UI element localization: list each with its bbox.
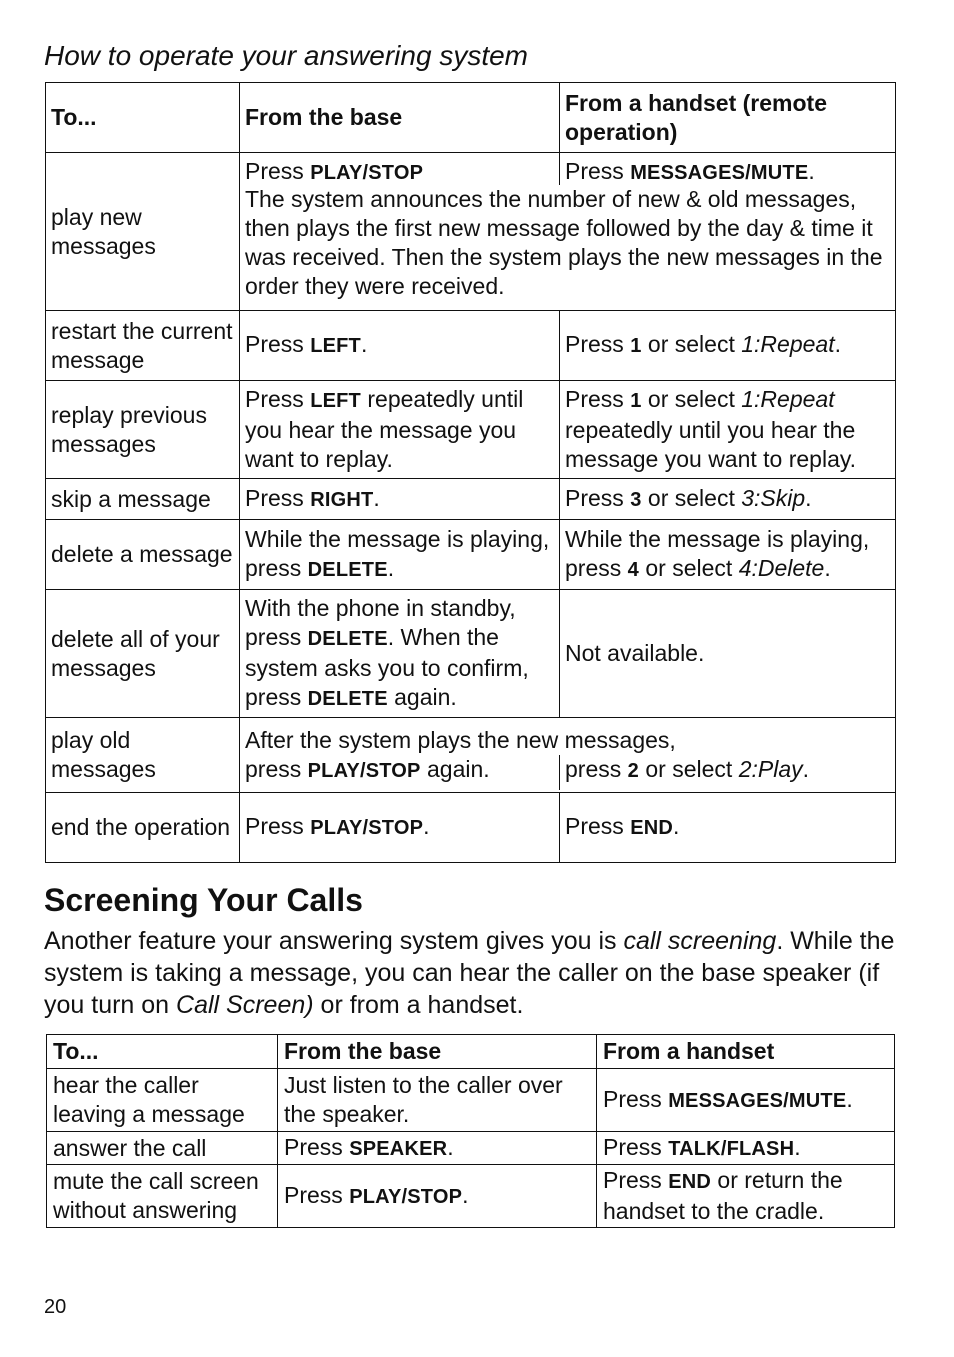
- handset-instruction: Press 3 or select 3:Skip.: [560, 479, 896, 520]
- base-instruction: press PLAY/STOP again.: [240, 755, 560, 790]
- table-row: [47, 1132, 895, 1165]
- handset-instruction: While the message is playing, press 4 or select 4:Delete.: [560, 520, 896, 590]
- row-action: answer the call: [47, 1132, 278, 1165]
- table-row: [47, 1069, 895, 1132]
- table-row: [46, 479, 896, 520]
- table-row: [46, 153, 896, 311]
- table-row: [46, 793, 896, 863]
- page-number: 20: [44, 1296, 67, 1318]
- table-row: [46, 520, 896, 590]
- col-header-to: To...: [46, 83, 240, 153]
- handset-instruction: Press END.: [560, 793, 896, 863]
- row-action: play old messages: [46, 718, 240, 793]
- col-header-to: To...: [47, 1035, 278, 1069]
- base-instruction: Press LEFT repeatedly until you hear the message you want to replay.: [240, 381, 560, 479]
- table-header-row: [46, 83, 896, 153]
- row-action: skip a message: [46, 479, 240, 520]
- handset-instruction: Press 1 or select 1:Repeat repeatedly until you hear the message you want to replay.: [560, 381, 896, 479]
- row-action: restart the current message: [46, 311, 240, 381]
- handset-instruction: Press TALK/FLASH.: [597, 1132, 895, 1165]
- play-new-description: The system announces the number of new & old messages, then plays the first new message followed by the day & time it was received. Then the system plays the new messages in the order they were received.: [245, 186, 883, 299]
- table-row: [47, 1165, 895, 1228]
- row-action: end the operation: [46, 793, 240, 863]
- base-instruction: Just listen to the caller over the speaker.: [278, 1069, 597, 1132]
- base-instruction: While the message is playing, press DELETE.: [240, 520, 560, 590]
- table-header-row: [47, 1035, 895, 1069]
- screening-intro: Another feature your answering system gives you is call screening. While the system is taking a message, you can hear the caller on the base speaker (if you turn on Call Screen) or from a handset.: [44, 927, 895, 1019]
- handset-instruction: Not available.: [560, 590, 896, 718]
- col-header-base: From the base: [278, 1035, 597, 1069]
- handset-instruction: Press MESSAGES/MUTE.: [565, 158, 815, 184]
- section-title: How to operate your answering system: [44, 40, 528, 71]
- screening-table: [46, 1034, 895, 1228]
- base-instruction: Press PLAY/STOP.: [240, 793, 560, 863]
- table-row: [46, 311, 896, 381]
- handset-instruction: Press END or return the handset to the cradle.: [597, 1165, 895, 1228]
- base-instruction: Press LEFT.: [240, 311, 560, 381]
- merged-cell: [240, 153, 896, 311]
- col-header-handset: From a handset (remote operation): [560, 83, 896, 153]
- col-header-handset: From a handset: [597, 1035, 895, 1069]
- col-header-base: From the base: [240, 83, 560, 153]
- handset-instruction: press 2 or select 2:Play.: [565, 756, 810, 782]
- table-row: [46, 718, 896, 793]
- handset-instruction: Press MESSAGES/MUTE.: [597, 1069, 895, 1132]
- handset-instruction: Press 1 or select 1:Repeat.: [560, 311, 896, 381]
- base-instruction: Press PLAY/STOP: [240, 153, 560, 185]
- row-action: hear the caller leaving a message: [47, 1069, 278, 1132]
- row-action: play new messages: [46, 153, 240, 311]
- merged-cell: [240, 718, 896, 793]
- table-row: [46, 590, 896, 718]
- base-instruction: Press RIGHT.: [240, 479, 560, 520]
- row-action: delete all of your messages: [46, 590, 240, 718]
- play-old-shared-text: After the system plays the new messages,: [245, 727, 676, 753]
- row-action: delete a message: [46, 520, 240, 590]
- operations-table: [45, 82, 896, 863]
- row-action: replay previous messages: [46, 381, 240, 479]
- base-instruction: Press SPEAKER.: [278, 1132, 597, 1165]
- row-action: mute the call screen without answering: [47, 1165, 278, 1228]
- base-instruction: With the phone in standby, press DELETE. When the system asks you to confirm, press DELETE again.: [240, 590, 560, 718]
- base-instruction: Press PLAY/STOP.: [278, 1165, 597, 1228]
- table-row: [46, 381, 896, 479]
- screening-heading: Screening Your Calls: [44, 882, 363, 918]
